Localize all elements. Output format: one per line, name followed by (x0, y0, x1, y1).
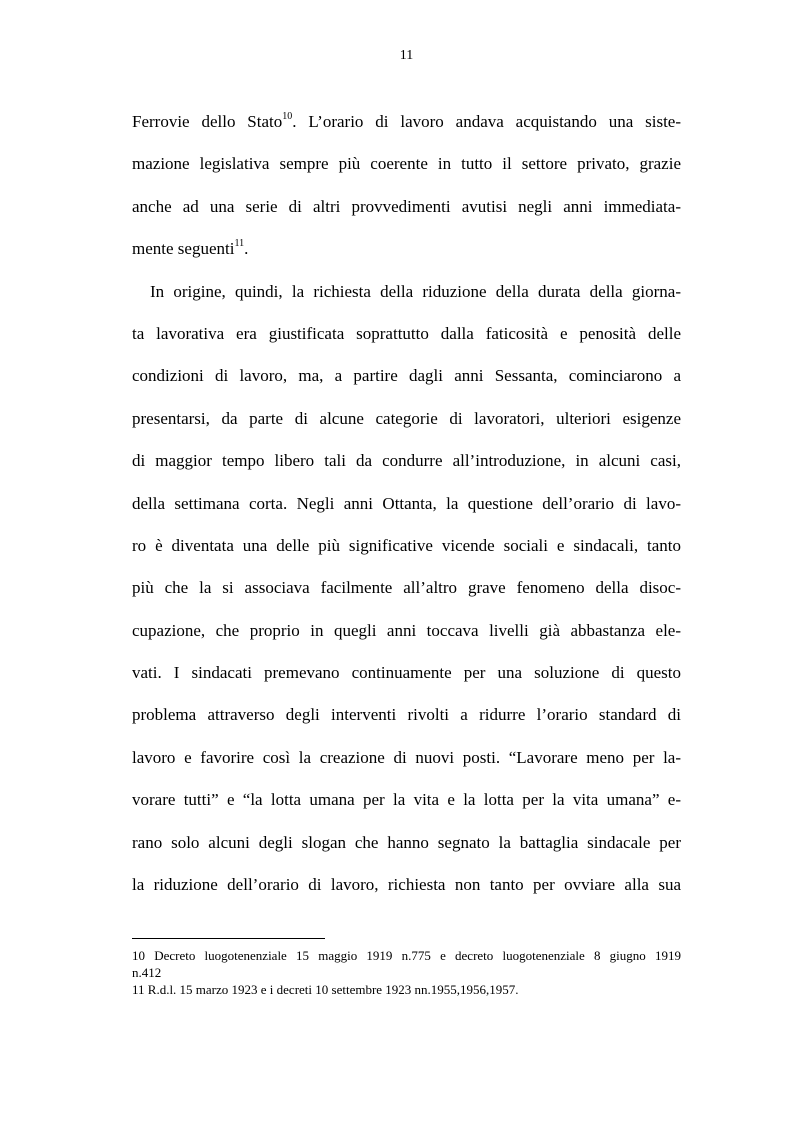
paragraph-2-line-14: rano solo alcuni degli slogan che hanno segnato la battaglia sindacale per (132, 832, 681, 852)
paragraph-2-line-5: di maggior tempo libero tali da condurre all’introduzione, in alcuni casi, (132, 451, 681, 471)
paragraph-2-line-7: ro è diventata una delle più significative vicende sociali e sindacali, tanto (132, 535, 681, 555)
paragraph-1-line-2: mazione legislativa sempre più coerente in tutto il settore privato, grazie (132, 154, 681, 174)
footnotes (132, 947, 681, 998)
paragraph-2-line-6: della settimana corta. Negli anni Ottanta, la questione dell’orario di lavo- (132, 493, 681, 513)
paragraph-1-line-1 (132, 111, 681, 153)
paragraph-2-line-1: In origine, quindi, la richiesta della riduzione della durata della giorna- (150, 281, 681, 301)
page-number: 11 (399, 48, 414, 63)
footnote-ref-10[interactable]: 10 (282, 111, 293, 122)
paragraph-2-line-2: ta lavorativa era giustificata soprattutto dalla faticosità e penosità delle (132, 323, 681, 343)
text-span: mente seguenti (132, 239, 235, 259)
text-span: . L’orario di lavoro andava acquistando una siste- (292, 112, 681, 131)
text-span: Ferrovie dello Stato (132, 112, 283, 131)
paragraph-2-line-11: problema attraverso degli interventi rivolti a ridurre l’orario standard di (132, 705, 681, 725)
body-text (132, 111, 681, 916)
footnote-10-line-1: 10 Decreto luogotenenziale 15 maggio 1919 n.775 e decreto luogotenenziale 8 giugno 1919 (132, 948, 681, 963)
paragraph-2-line-4: presentarsi, da parte di alcune categorie di lavoratori, ulteriori esigenze (132, 408, 681, 428)
paragraph-1-line-4 (132, 238, 681, 280)
paragraph-2-line-3: condizioni di lavoro, ma, a partire dagli anni Sessanta, cominciarono a (132, 366, 681, 386)
paragraph-2-line-13: vorare tutti” e “la lotta umana per la vita e la lotta per la vita umana” e- (132, 790, 681, 810)
footnote-ref-11[interactable]: 11 (234, 238, 245, 250)
paragraph-2-line-15: la riduzione dell’orario di lavoro, richiesta non tanto per ovviare alla sua (132, 875, 681, 895)
paragraph-1-line-3: anche ad una serie di altri provvedimenti avutisi negli anni immediata- (132, 196, 681, 216)
footnote-10-line-2: n.412 (132, 965, 162, 980)
text-span: . (244, 239, 249, 259)
paragraph-2-line-12: lavoro e favorire così la creazione di nuovi posti. “Lavorare meno per la- (132, 747, 681, 767)
paragraph-2-line-8: più che la si associava facilmente all’altro grave fenomeno della disoc- (132, 578, 681, 598)
paragraph-2-line-9: cupazione, che proprio in quegli anni toccava livelli già abbastanza ele- (132, 620, 681, 640)
footnote-divider (132, 938, 325, 939)
footnote-11-line-1: 11 R.d.l. 15 marzo 1923 e i decreti 10 settembre 1923 nn.1955,1956,1957. (132, 982, 519, 997)
paragraph-2-line-10: vati. I sindacati premevano continuamente per una soluzione di questo (132, 663, 681, 683)
